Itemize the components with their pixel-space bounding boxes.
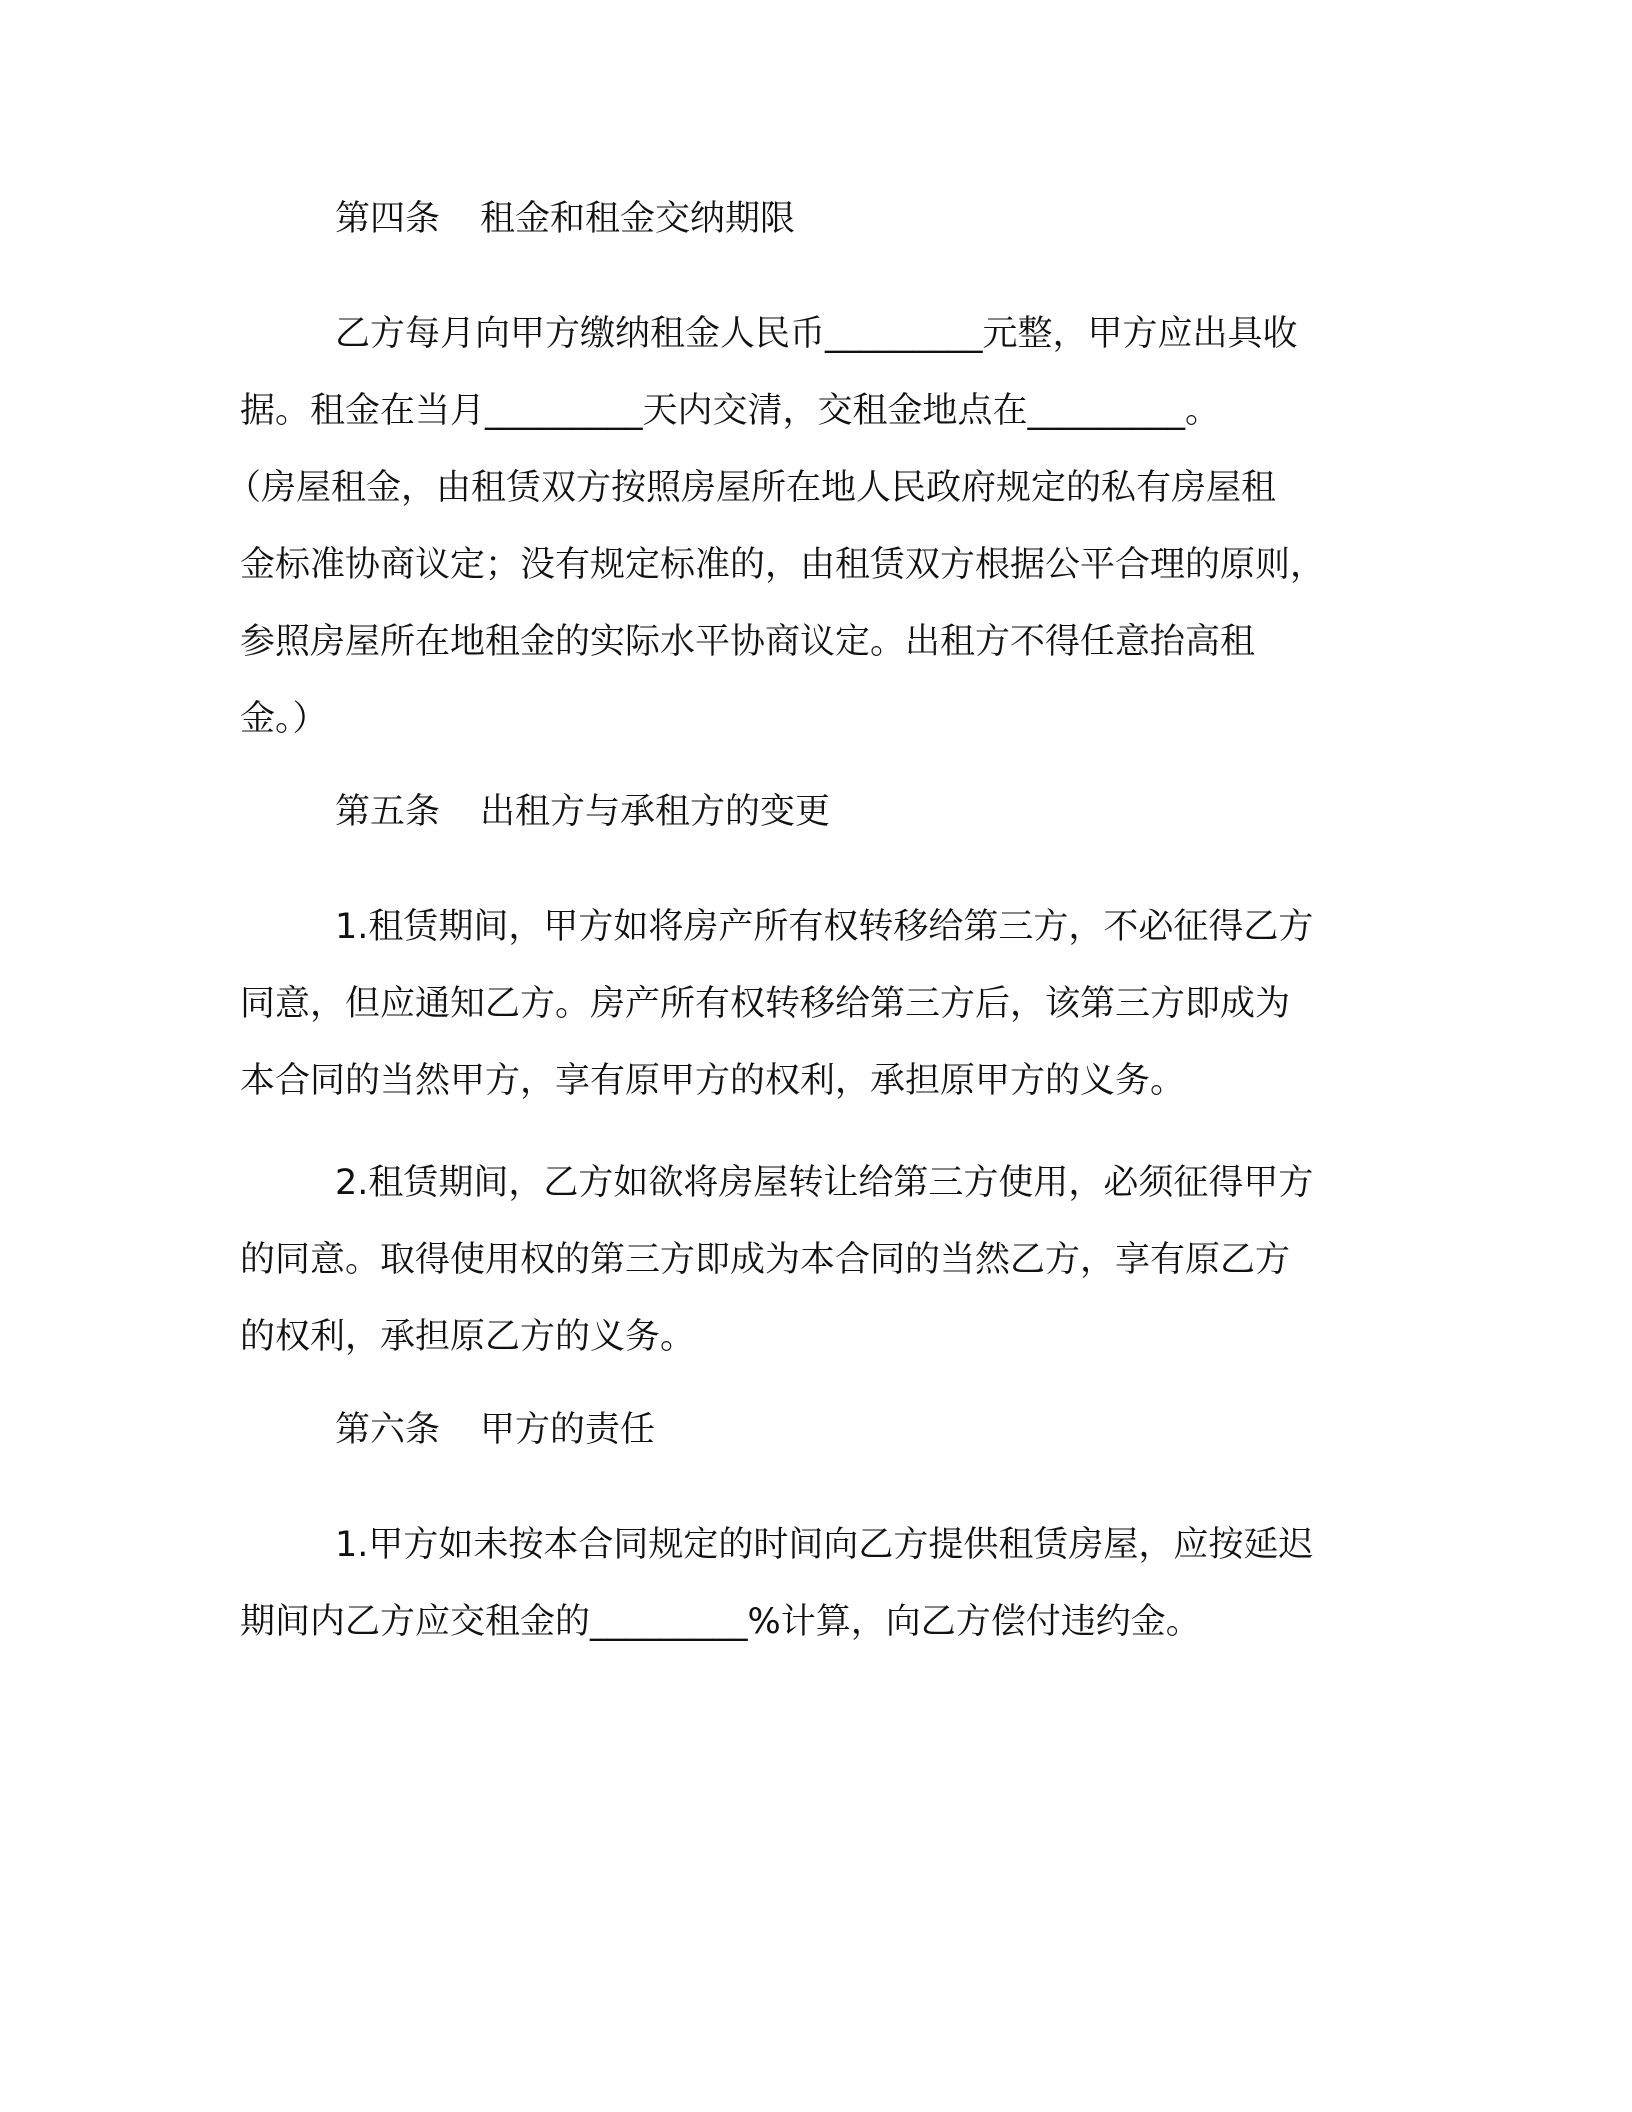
- paragraph-line: 参照房屋所在地租金的实际水平协商议定。出租方不得任意抬高租: [240, 622, 1256, 662]
- article-4-number: 第四条: [335, 199, 441, 239]
- article-6-heading: [240, 1401, 1380, 1459]
- paragraph-line: 2.租赁期间，乙方如欲将房屋转让给第三方使用，必须征得甲方: [335, 1163, 1314, 1203]
- article-4-title: 租金和租金交纳期限: [480, 199, 796, 239]
- article-5-item-1: [240, 889, 1380, 1120]
- paragraph-line: （房屋租金，由租赁双方按照房屋所在地人民政府规定的私有房屋租: [226, 468, 1277, 508]
- article-5-title: 出租方与承租方的变更: [480, 792, 831, 832]
- article-4-heading: [240, 190, 1380, 248]
- paragraph-line: 金。）: [240, 699, 328, 739]
- article-6-item-1: [240, 1507, 1380, 1661]
- paragraph-line: 1.租赁期间，甲方如将房产所有权转移给第三方，不必征得乙方: [335, 907, 1314, 947]
- paragraph-line: 金标准协商议定；没有规定标准的，由租赁双方根据公平合理的原则，: [240, 545, 1326, 585]
- article-5-heading: [240, 783, 1380, 841]
- article-4-paragraph: [226, 296, 1380, 758]
- article-6-number: 第六条: [335, 1410, 441, 1450]
- document-body: [226, 190, 1380, 1686]
- paragraph-line: 的同意。取得使用权的第三方即成为本合同的当然乙方，享有原乙方: [240, 1240, 1291, 1280]
- paragraph-line: 同意，但应通知乙方。房产所有权转移给第三方后，该第三方即成为: [240, 984, 1291, 1024]
- article-5-number: 第五条: [335, 792, 441, 832]
- paragraph-line: 本合同的当然甲方，享有原甲方的权利，承担原甲方的义务。: [240, 1061, 1186, 1101]
- paragraph-line: 1.甲方如未按本合同规定的时间向乙方提供租赁房屋，应按延迟: [335, 1525, 1314, 1565]
- paragraph-line: 的权利，承担原乙方的义务。: [240, 1317, 696, 1357]
- article-6-title: 甲方的责任: [480, 1410, 656, 1450]
- paragraph-line: 据。租金在当月_________天内交清，交租金地点在_________。: [240, 391, 1221, 431]
- article-5-item-2: [240, 1145, 1380, 1376]
- paragraph-line: 乙方每月向甲方缴纳租金人民币_________元整，甲方应出具收: [335, 314, 1298, 354]
- paragraph-line: 期间内乙方应交租金的_________%计算，向乙方偿付违约金。: [240, 1602, 1201, 1642]
